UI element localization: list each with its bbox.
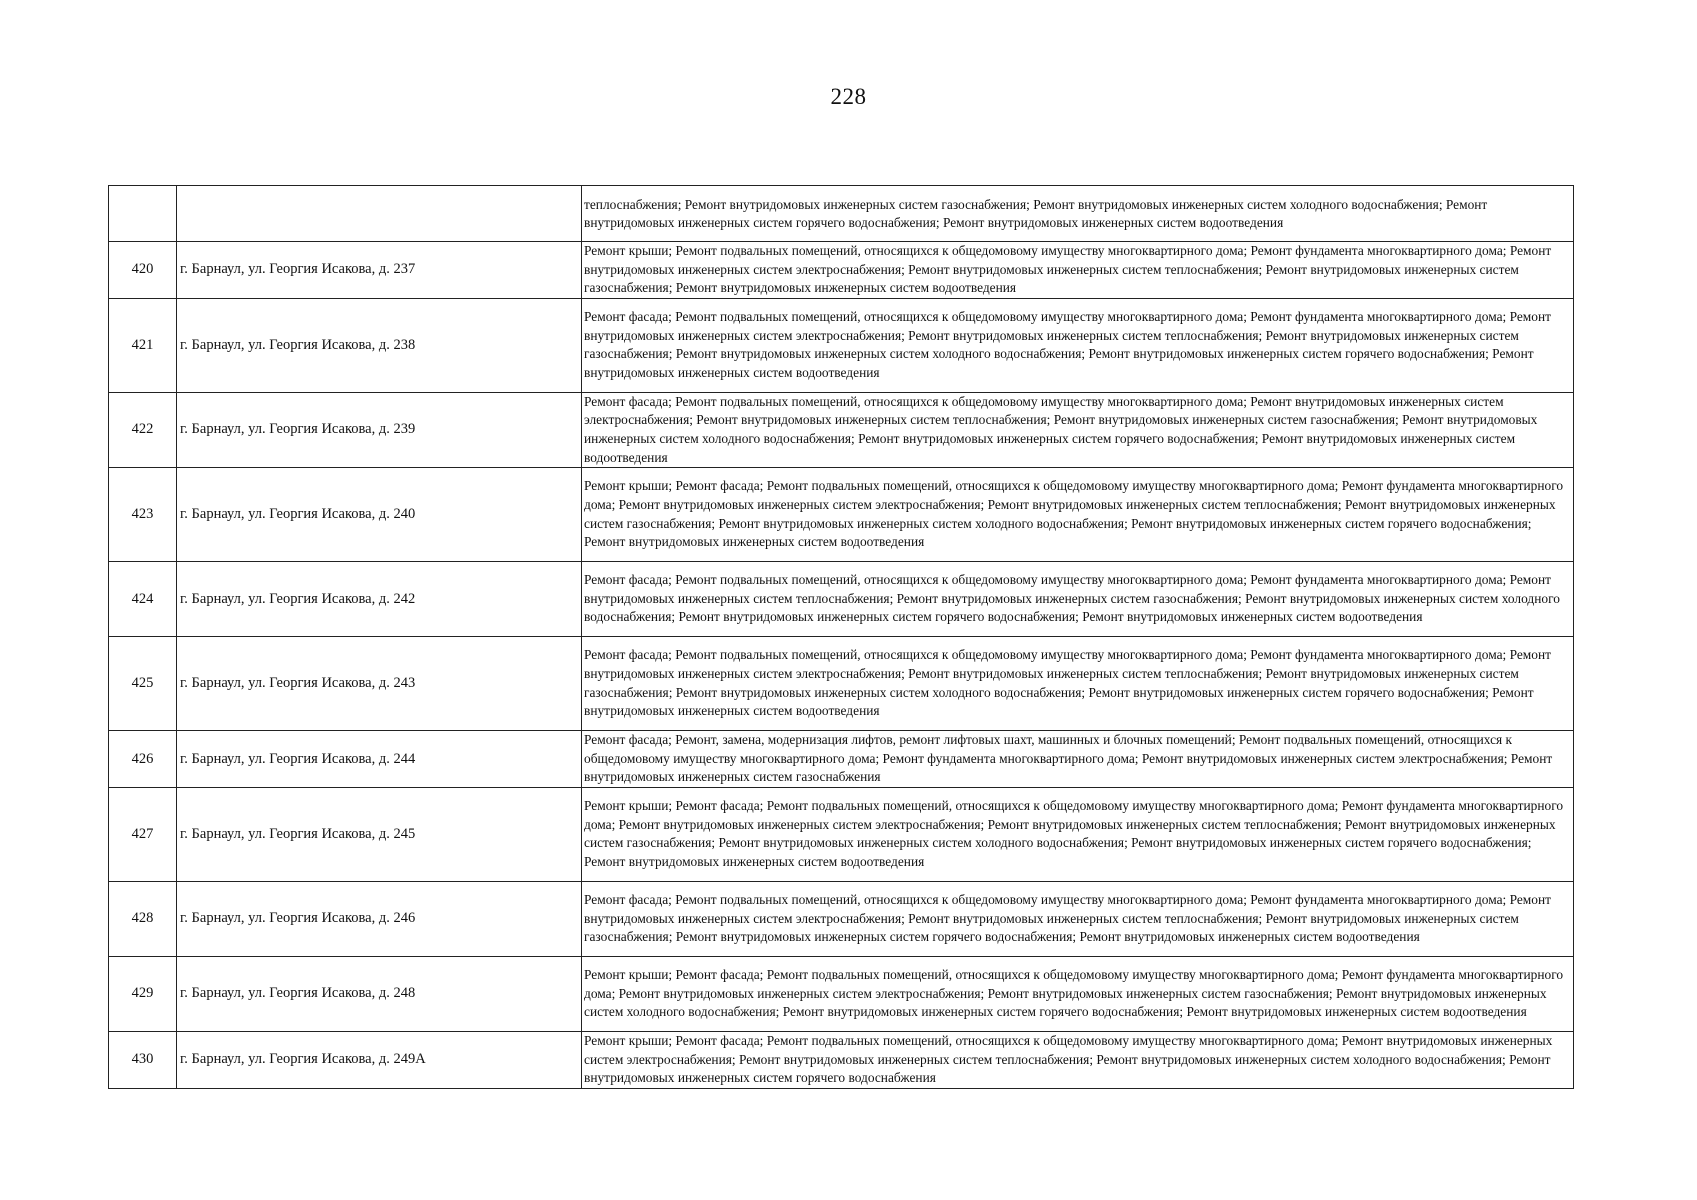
row-number-cell: 426 [109,731,177,788]
row-number-cell: 421 [109,298,177,392]
works-cell: Ремонт фасада; Ремонт, замена, модернизация лифтов, ремонт лифтовых шахт, машинных и блочных помещений; Ремонт подвальных помещений, относящихся к общедомовому имуществу многоквартирного дома; Ремонт фундамента многоквартирного дома; Ремонт внутридомовых инженерных систем электроснабжения; Ремонт внутридомовых инженерных систем газоснабжения [582,731,1574,788]
repair-works-table [108,185,1574,1089]
table-row [109,637,1574,731]
works-cell: Ремонт крыши; Ремонт фасада; Ремонт подвальных помещений, относящихся к общедомовому имуществу многоквартирного дома; Ремонт внутридомовых инженерных систем электроснабжения; Ремонт внутридомовых инженерных систем теплоснабжения; Ремонт внутридомовых инженерных систем холодного водоснабжения; Ремонт внутридомовых инженерных систем горячего водоснабжения [582,1031,1574,1088]
table-row [109,468,1574,562]
row-number-cell: 429 [109,956,177,1031]
works-cell: Ремонт крыши; Ремонт фасада; Ремонт подвальных помещений, относящихся к общедомовому имуществу многоквартирного дома; Ремонт фундамента многоквартирного дома; Ремонт внутридомовых инженерных систем электроснабжения; Ремонт внутридомовых инженерных систем теплоснабжения; Ремонт внутридомовых инженерных систем газоснабжения; Ремонт внутридомовых инженерных систем холодного водоснабжения; Ремонт внутридомовых инженерных систем горячего водоснабжения; Ремонт внутридомовых инженерных систем водоотведения [582,468,1574,562]
works-cell: Ремонт фасада; Ремонт подвальных помещений, относящихся к общедомовому имуществу многоквартирного дома; Ремонт фундамента многоквартирного дома; Ремонт внутридомовых инженерных систем теплоснабжения; Ремонт внутридомовых инженерных систем газоснабжения; Ремонт внутридомовых инженерных систем холодного водоснабжения; Ремонт внутридомовых инженерных систем горячего водоснабжения; Ремонт внутридомовых инженерных систем водоотведения [582,562,1574,637]
works-cell: Ремонт крыши; Ремонт подвальных помещений, относящихся к общедомовому имуществу многоквартирного дома; Ремонт фундамента многоквартирного дома; Ремонт внутридомовых инженерных систем электроснабжения; Ремонт внутридомовых инженерных систем теплоснабжения; Ремонт внутридомовых инженерных систем газоснабжения; Ремонт внутридомовых инженерных систем водоотведения [582,242,1574,299]
table-row-continuation [109,186,1574,242]
row-number-cell: 422 [109,392,177,467]
page-number: 228 [830,84,867,109]
works-cell: Ремонт крыши; Ремонт фасада; Ремонт подвальных помещений, относящихся к общедомовому имуществу многоквартирного дома; Ремонт фундамента многоквартирного дома; Ремонт внутридомовых инженерных систем электроснабжения; Ремонт внутридомовых инженерных систем теплоснабжения; Ремонт внутридомовых инженерных систем газоснабжения; Ремонт внутридомовых инженерных систем холодного водоснабжения; Ремонт внутридомовых инженерных систем горячего водоснабжения; Ремонт внутридомовых инженерных систем водоотведения [582,787,1574,881]
table-row [109,562,1574,637]
table-row [109,881,1574,956]
address-cell: г. Барнаул, ул. Георгия Исакова, д. 240 [177,468,582,562]
row-number-cell: 427 [109,787,177,881]
works-cell: Ремонт крыши; Ремонт фасада; Ремонт подвальных помещений, относящихся к общедомовому имуществу многоквартирного дома; Ремонт фундамента многоквартирного дома; Ремонт внутридомовых инженерных систем электроснабжения; Ремонт внутридомовых инженерных систем газоснабжения; Ремонт внутридомовых инженерных систем холодного водоснабжения; Ремонт внутридомовых инженерных систем горячего водоснабжения; Ремонт внутридомовых инженерных систем водоотведения [582,956,1574,1031]
row-number-cell: 428 [109,881,177,956]
address-cell: г. Барнаул, ул. Георгия Исакова, д. 248 [177,956,582,1031]
table-row [109,787,1574,881]
table-row [109,731,1574,788]
row-number-cell: 430 [109,1031,177,1088]
address-cell: г. Барнаул, ул. Георгия Исакова, д. 238 [177,298,582,392]
address-cell: г. Барнаул, ул. Георгия Исакова, д. 242 [177,562,582,637]
row-number-cell: 425 [109,637,177,731]
works-cell: Ремонт фасада; Ремонт подвальных помещений, относящихся к общедомовому имуществу многоквартирного дома; Ремонт внутридомовых инженерных систем электроснабжения; Ремонт внутридомовых инженерных систем теплоснабжения; Ремонт внутридомовых инженерных систем газоснабжения; Ремонт внутридомовых инженерных систем холодного водоснабжения; Ремонт внутридомовых инженерных систем горячего водоснабжения; Ремонт внутридомовых инженерных систем водоотведения [582,392,1574,467]
address-cell: г. Барнаул, ул. Георгия Исакова, д. 237 [177,242,582,299]
works-cell: Ремонт фасада; Ремонт подвальных помещений, относящихся к общедомовому имуществу многоквартирного дома; Ремонт фундамента многоквартирного дома; Ремонт внутридомовых инженерных систем электроснабжения; Ремонт внутридомовых инженерных систем теплоснабжения; Ремонт внутридомовых инженерных систем газоснабжения; Ремонт внутридомовых инженерных систем горячего водоснабжения; Ремонт внутридомовых инженерных систем водоотведения [582,881,1574,956]
address-cell [177,186,582,242]
address-cell: г. Барнаул, ул. Георгия Исакова, д. 246 [177,881,582,956]
address-cell: г. Барнаул, ул. Георгия Исакова, д. 249А [177,1031,582,1088]
row-number-cell [109,186,177,242]
row-number-cell: 424 [109,562,177,637]
table-row [109,1031,1574,1088]
works-cell: Ремонт фасада; Ремонт подвальных помещений, относящихся к общедомовому имуществу многоквартирного дома; Ремонт фундамента многоквартирного дома; Ремонт внутридомовых инженерных систем электроснабжения; Ремонт внутридомовых инженерных систем теплоснабжения; Ремонт внутридомовых инженерных систем газоснабжения; Ремонт внутридомовых инженерных систем холодного водоснабжения; Ремонт внутридомовых инженерных систем горячего водоснабжения; Ремонт внутридомовых инженерных систем водоотведения [582,637,1574,731]
works-cell: теплоснабжения; Ремонт внутридомовых инженерных систем газоснабжения; Ремонт внутридомовых инженерных систем холодного водоснабжения; Ремонт внутридомовых инженерных систем горячего водоснабжения; Ремонт внутридомовых инженерных систем водоотведения [582,186,1574,242]
table-row [109,392,1574,467]
table-row [109,242,1574,299]
address-cell: г. Барнаул, ул. Георгия Исакова, д. 243 [177,637,582,731]
works-cell: Ремонт фасада; Ремонт подвальных помещений, относящихся к общедомовому имуществу многоквартирного дома; Ремонт фундамента многоквартирного дома; Ремонт внутридомовых инженерных систем электроснабжения; Ремонт внутридомовых инженерных систем теплоснабжения; Ремонт внутридомовых инженерных систем газоснабжения; Ремонт внутридомовых инженерных систем холодного водоснабжения; Ремонт внутридомовых инженерных систем горячего водоснабжения; Ремонт внутридомовых инженерных систем водоотведения [582,298,1574,392]
address-cell: г. Барнаул, ул. Георгия Исакова, д. 245 [177,787,582,881]
row-number-cell: 423 [109,468,177,562]
row-number-cell: 420 [109,242,177,299]
address-cell: г. Барнаул, ул. Георгия Исакова, д. 244 [177,731,582,788]
address-cell: г. Барнаул, ул. Георгия Исакова, д. 239 [177,392,582,467]
table-row [109,956,1574,1031]
table-row [109,298,1574,392]
